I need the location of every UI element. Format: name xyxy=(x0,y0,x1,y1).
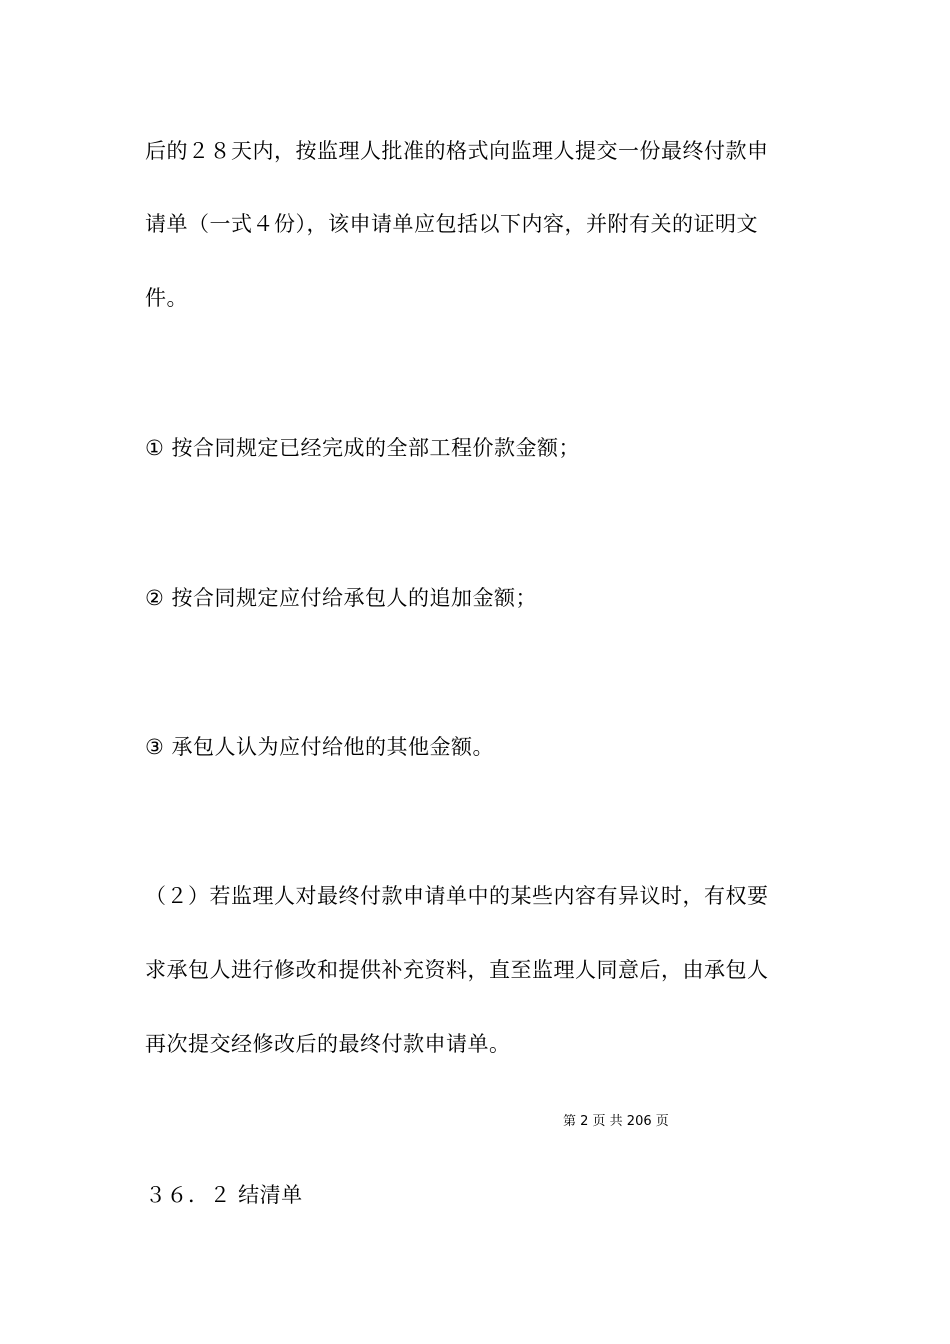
paragraph-line: 件。 xyxy=(145,286,188,310)
paragraph-line: 求承包人进行修改和提供补充资料，直至监理人同意后，由承包人 xyxy=(145,958,769,982)
paragraph-line: 后的２８天内，按监理人批准的格式向监理人提交一份最终付款申 xyxy=(145,139,769,163)
paragraph-line: 再次提交经修改后的最终付款申请单。 xyxy=(145,1032,511,1056)
paragraph-line: 请单（一式４份），该申请单应包括以下内容，并附有关的证明文 xyxy=(145,212,758,236)
section-heading: ３６．２ 结清单 xyxy=(145,1183,303,1207)
paragraph-line: （２）若监理人对最终付款申请单中的某些内容有异议时，有权要 xyxy=(145,884,769,908)
list-item: ① 按合同规定已经完成的全部工程价款金额； xyxy=(145,436,580,460)
list-item: ③ 承包人认为应付给他的其他金额。 xyxy=(145,735,495,759)
list-item: ② 按合同规定应付给承包人的追加金额； xyxy=(145,586,537,610)
page-number-footer: 第 2 页 共 206 页 xyxy=(563,1114,669,1129)
